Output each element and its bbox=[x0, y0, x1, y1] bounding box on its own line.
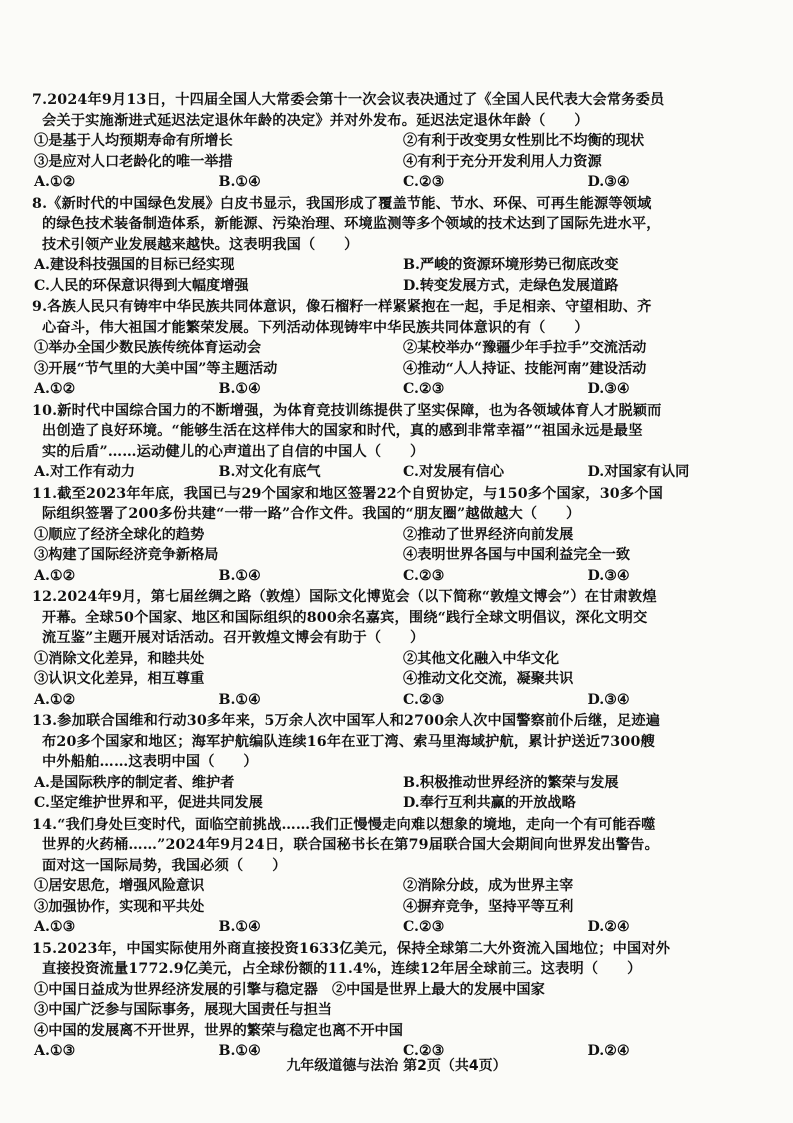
question-stem bbox=[32, 587, 772, 649]
stem-line: 流互鉴”主题开展对话活动。召开敦煌文博会有助于（ ） bbox=[42, 630, 425, 646]
option-text: C.坚定维护世界和平，促进共同发展 bbox=[34, 795, 263, 811]
option-text: ③中国广泛参与国际事务，展现大国责任与担当 bbox=[34, 1002, 332, 1018]
option-row bbox=[32, 876, 772, 897]
stem-line: 际组织签署了200多份共建“一带一路”合作文件。我国的“朋友圈”越做越大（ ） bbox=[42, 506, 581, 522]
option-row bbox=[32, 131, 772, 152]
option-row bbox=[32, 566, 772, 587]
option-row bbox=[32, 773, 772, 794]
option-text: D.转变发展方式，走绿色发展道路 bbox=[403, 277, 619, 294]
option-row bbox=[32, 525, 772, 546]
exam-page bbox=[32, 90, 772, 1063]
option-text: D.③④ bbox=[587, 567, 630, 584]
stem-line: 布20多个国家和地区；海军护航编队连续16年在亚丁湾、索马里海域护航，累计护送近7300艘 bbox=[42, 733, 655, 750]
option-text: ④有利于充分开发利用人力资源 bbox=[403, 153, 602, 170]
option-text: A.对工作有动力 bbox=[34, 464, 136, 480]
option-text: C.②③ bbox=[403, 1043, 445, 1059]
option-text: ③开展“节气里的大美中国”等主题活动 bbox=[34, 360, 278, 377]
stem-line: 9.各族人民只有铸牢中华民族共同体意识，像石榴籽一样紧紧抱在一起，手足相亲、守望相助、齐 bbox=[32, 299, 652, 315]
option-row bbox=[32, 255, 772, 276]
stem-line: 12.2024年9月，第七届丝绸之路（敦煌）国际文化博览会（以下简称“敦煌文博会”）在甘肃敦煌 bbox=[32, 589, 657, 605]
option-text: ③是应对人口老龄化的唯一举措 bbox=[34, 153, 233, 170]
stem-line: 技术引领产业发展越来越快。这表明我国（ ） bbox=[42, 236, 359, 253]
option-row bbox=[32, 669, 772, 690]
option-text: D.②④ bbox=[587, 1043, 630, 1059]
option-text: B.①④ bbox=[218, 567, 261, 584]
stem-line: 13.参加联合国维和行动30多年来，5万余人次中国军人和2700余人次中国警察前仆后继，足迹遍 bbox=[32, 713, 661, 729]
stem-line: 10.新时代中国综合国力的不断增强，为体育竞技训练提供了坚实保障，也为各领域体育人才脱颖而 bbox=[32, 402, 662, 419]
option-text: ③构建了国际经济竞争新格局 bbox=[34, 547, 219, 563]
option-row bbox=[32, 690, 772, 711]
option-text: ②消除分歧，成为世界主宰 bbox=[403, 878, 574, 894]
stem-line: 15.2023年，中国实际使用外商直接投资1633亿美元，保持全球第二大外资流入国地位；中国对外 bbox=[32, 940, 671, 957]
question-stem bbox=[32, 401, 772, 463]
option-text: B.对文化有底气 bbox=[218, 464, 321, 480]
stem-line: 面对这一国际局势，我国必须（ ） bbox=[42, 857, 287, 874]
option-text: A.①③ bbox=[34, 919, 76, 935]
option-text: B.积极推动世界经济的繁荣与发展 bbox=[403, 774, 619, 791]
option-text: D.③④ bbox=[587, 381, 630, 397]
option-text: D.②④ bbox=[587, 919, 630, 935]
option-row bbox=[32, 649, 772, 670]
option-row bbox=[32, 793, 772, 814]
stem-line: 实的后盾”……运动健儿的心声道出了自信的中国人（ ） bbox=[42, 443, 425, 460]
question-block bbox=[32, 484, 772, 587]
question-stem bbox=[32, 484, 772, 525]
option-text: ①居安思危，增强风险意识 bbox=[34, 878, 205, 894]
option-text: ②某校举办“豫疆少年手拉手”交流活动 bbox=[403, 340, 647, 356]
option-text: ④推动文化交流，凝聚共识 bbox=[403, 671, 574, 687]
option-row bbox=[32, 462, 772, 483]
statement-line bbox=[32, 1000, 772, 1021]
option-text: ①是基于人均预期寿命有所增长 bbox=[34, 133, 233, 149]
option-text: B.①④ bbox=[218, 691, 261, 708]
option-text: C.人民的环保意识得到大幅度增强 bbox=[34, 277, 249, 294]
option-text: A.①③ bbox=[34, 1043, 76, 1059]
option-text: D.对国家有认同 bbox=[587, 464, 690, 480]
option-text: ②有利于改变男女性别比不均衡的现状 bbox=[403, 133, 645, 149]
option-text: A.是国际秩序的制定者、维护者 bbox=[34, 774, 235, 791]
question-block bbox=[32, 587, 772, 710]
option-text: ④推动“人人持证、技能河南”建设活动 bbox=[403, 360, 647, 377]
option-text: ④中国的发展离不开世界，世界的繁荣与稳定也离不开中国 bbox=[34, 1022, 403, 1039]
stem-line: 开幕。全球50个国家、地区和国际组织的800余名嘉宾，围绕“践行全球文明倡议，深化文明交 bbox=[42, 609, 648, 626]
option-text: A.①② bbox=[34, 174, 76, 190]
option-text: ①举办全国少数民族传统体育运动会 bbox=[34, 340, 262, 356]
option-text: ④摒弃竞争，坚持平等互利 bbox=[403, 898, 574, 915]
option-row bbox=[32, 359, 772, 380]
option-text: B.①④ bbox=[218, 381, 261, 397]
stem-line: 心奋斗，伟大祖国才能繁荣发展。下列活动体现铸牢中华民族共同体意识的有（ ） bbox=[42, 319, 589, 336]
stem-line: 出创造了良好环境。“能够生活在这样伟大的国家和时代，真的感到非常幸福”“祖国永远是最坚 bbox=[42, 423, 643, 439]
option-text: ③认识文化差异，相互尊重 bbox=[34, 671, 205, 687]
question-stem bbox=[32, 711, 772, 773]
stem-line: 7.2024年9月13日，十四届全国人大常委会第十一次会议表决通过了《全国人民代表大会常务委员 bbox=[32, 92, 665, 108]
question-block bbox=[32, 401, 772, 483]
option-text: D.奉行互利共赢的开放战略 bbox=[403, 795, 576, 811]
option-row bbox=[32, 338, 772, 359]
question-stem bbox=[32, 297, 772, 338]
statement-line bbox=[32, 980, 772, 1001]
option-text: C.②③ bbox=[403, 381, 445, 397]
question-stem bbox=[32, 194, 772, 256]
option-text: ②其他文化融入中华文化 bbox=[403, 650, 560, 667]
stem-line: 11.截至2023年年底，我国已与29个国家和地区签署22个自贸协定，与150多个国家，30多个国 bbox=[32, 485, 664, 502]
option-row bbox=[32, 917, 772, 938]
option-text: ③加强协作，实现和平共处 bbox=[34, 898, 205, 915]
stem-line: 世界的火药桶……”2024年9月24日，联合国秘书长在第79届联合国大会期间向世界发出警告。 bbox=[42, 837, 659, 853]
page-footer: 九年级道德与法治 第2页（共4页） bbox=[286, 1058, 507, 1074]
stem-line: 直接投资流量1772.9亿美元，占全球份额的11.4%，连续12年居全球前三。这表明（ ） bbox=[42, 961, 642, 977]
option-text: C.②③ bbox=[403, 567, 445, 584]
question-stem bbox=[32, 815, 772, 877]
option-text: B.严峻的资源环境形势已彻底改变 bbox=[403, 257, 619, 273]
option-text: C.②③ bbox=[403, 919, 445, 935]
option-text: A.①② bbox=[34, 691, 76, 708]
option-text: B.①④ bbox=[218, 919, 261, 935]
option-text: D.③④ bbox=[587, 691, 630, 708]
question-block bbox=[32, 711, 772, 814]
question-stem bbox=[32, 90, 772, 131]
stem-line: 会关于实施渐进式延迟法定退休年龄的决定》并对外发布。延迟法定退休年龄（ ） bbox=[42, 112, 589, 129]
option-row bbox=[32, 897, 772, 918]
question-block bbox=[32, 939, 772, 1062]
question-block bbox=[32, 194, 772, 297]
option-text: C.②③ bbox=[403, 174, 445, 190]
stem-line: 14.“我们身处巨变时代，面临空前挑战……我们正慢慢走向难以想象的境地，走向一个有可能吞噬 bbox=[32, 816, 656, 833]
stem-line: 8.《新时代的中国绿色发展》白皮书显示，我国形成了覆盖节能、节水、环保、可再生能源等领域 bbox=[32, 195, 652, 212]
option-row bbox=[32, 172, 772, 193]
option-text: ①顺应了经济全球化的趋势 bbox=[34, 526, 205, 543]
option-row bbox=[32, 379, 772, 400]
question-block bbox=[32, 297, 772, 400]
question-block bbox=[32, 815, 772, 938]
option-text: ②推动了世界经济向前发展 bbox=[403, 526, 574, 543]
option-row bbox=[32, 152, 772, 173]
option-text: ④表明世界各国与中国利益完全一致 bbox=[403, 547, 631, 563]
option-row bbox=[32, 276, 772, 297]
stem-line: 的绿色技术装备制造体系，新能源、污染治理、环境监测等多个领域的技术达到了国际先进水平， bbox=[42, 216, 661, 232]
option-text: A.①② bbox=[34, 381, 76, 397]
question-block bbox=[32, 90, 772, 193]
option-text: C.②③ bbox=[403, 691, 445, 708]
option-text: C.对发展有信心 bbox=[403, 464, 505, 480]
statement-line bbox=[32, 1021, 772, 1042]
option-text: A.建设科技强国的目标已经实现 bbox=[34, 257, 235, 273]
question-stem bbox=[32, 939, 772, 980]
option-text: D.③④ bbox=[587, 174, 630, 190]
option-text: B.①④ bbox=[218, 174, 261, 190]
option-row bbox=[32, 545, 772, 566]
option-text: ①中国日益成为世界经济发展的引擎与稳定器 ②中国是世界上最大的发展中国家 bbox=[34, 981, 545, 998]
option-text: B.①④ bbox=[218, 1043, 261, 1059]
stem-line: 中外船舶……这表明中国（ ） bbox=[42, 754, 258, 770]
option-text: A.①② bbox=[34, 567, 76, 584]
option-text: ①消除文化差异，和睦共处 bbox=[34, 650, 205, 667]
